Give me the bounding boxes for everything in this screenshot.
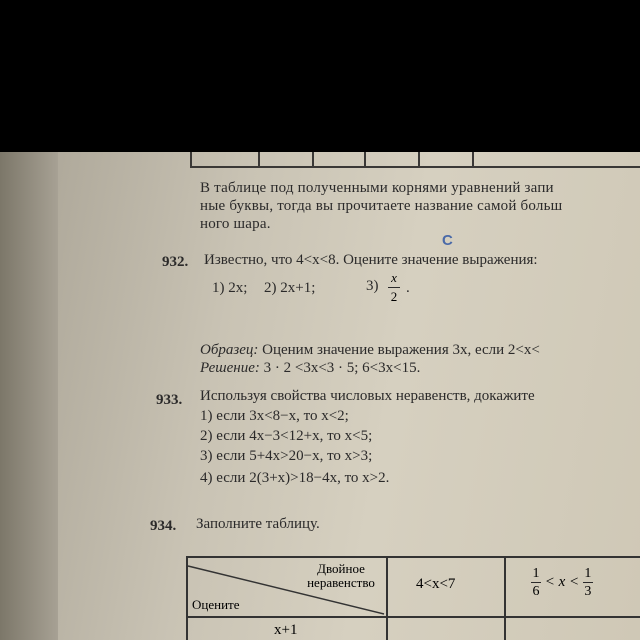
- problem-932-fraction: [388, 270, 400, 305]
- solution-text: 3 · 2 <3x<3 · 5; 6<3x<15.: [263, 360, 421, 376]
- fraction-denominator: 6: [532, 584, 540, 599]
- sample-label: Образец:: [200, 342, 259, 358]
- page-spine-shadow: [0, 152, 58, 640]
- table-head-top: [296, 562, 386, 590]
- solution-label: Решение:: [200, 360, 260, 376]
- fraction-numerator: x: [391, 270, 397, 285]
- table-col-2-header: [531, 566, 593, 599]
- problem-933-item-3: 3) если 5+4x>20−x, то x>3;: [200, 448, 373, 464]
- problem-934-table: [186, 556, 640, 640]
- fraction-bar: [388, 287, 400, 288]
- problem-932-option-2: 2) 2x+1;: [264, 280, 316, 296]
- problem-934-statement: Заполните таблицу.: [196, 516, 320, 532]
- problem-933-number: 933.: [156, 392, 183, 408]
- problem-933-statement: Используя свойства числовых неравенств, докажите: [200, 388, 535, 404]
- problem-932-number: 932.: [162, 254, 189, 270]
- problem-932-statement: Известно, что 4<x<8. Оцените значение выражения:: [204, 252, 538, 268]
- table-cell-divider: [258, 152, 260, 166]
- problem-932-option-1: 1) 2x;: [212, 280, 248, 296]
- col2-right-fraction: [583, 566, 593, 599]
- fraction-numerator: 1: [532, 566, 540, 581]
- table-cell-divider: [472, 152, 474, 166]
- top-table-fragment: [190, 152, 640, 168]
- table-col-1-header: 4<x<7: [416, 576, 456, 592]
- table-head-top-line-2: неравенство: [307, 575, 375, 590]
- problem-933-item-1: 1) если 3x<8−x, то x<2;: [200, 408, 349, 424]
- fraction-denominator: 2: [390, 289, 398, 304]
- fraction-denominator: 3: [584, 584, 592, 599]
- fraction-numerator: 1: [584, 566, 592, 581]
- textbook-page: [0, 152, 640, 640]
- problem-932-option-3-label: 3): [366, 278, 379, 294]
- sample-text: Оценим значение выражения 3x, если 2<x<: [262, 342, 540, 358]
- table-row-1-label: x+1: [274, 622, 298, 638]
- answer-letter: С: [442, 232, 453, 249]
- problem-932-solution: [200, 360, 420, 377]
- table-border-col: [386, 556, 388, 640]
- table-cell-divider: [312, 152, 314, 166]
- table-border-col: [504, 556, 506, 640]
- table-head-top-line-1: Двойное: [317, 561, 365, 576]
- problem-933-item-2: 2) если 4x−3<12+x, то x<5;: [200, 428, 373, 444]
- intro-line-1: В таблице под полученными корнями уравнений запи: [200, 180, 554, 196]
- intro-line-3: ного шара.: [200, 216, 271, 232]
- fraction-bar: [531, 582, 541, 583]
- table-head-bottom: Оцените: [192, 597, 240, 612]
- fraction-bar: [583, 582, 593, 583]
- problem-932-option-3-end: .: [406, 280, 410, 296]
- problem-932-sample: [200, 342, 540, 359]
- intro-line-2: ные буквы, тогда вы прочитаете название самой больш: [200, 198, 563, 214]
- col2-left-fraction: [531, 566, 541, 599]
- problem-934-number: 934.: [150, 518, 177, 534]
- col2-middle: < x <: [544, 573, 580, 590]
- table-cell-divider: [190, 152, 192, 166]
- table-cell-divider: [364, 152, 366, 166]
- problem-933-item-4: 4) если 2(3+x)>18−4x, то x>2.: [200, 470, 390, 486]
- table-border-row: [186, 616, 640, 618]
- table-cell-divider: [418, 152, 420, 166]
